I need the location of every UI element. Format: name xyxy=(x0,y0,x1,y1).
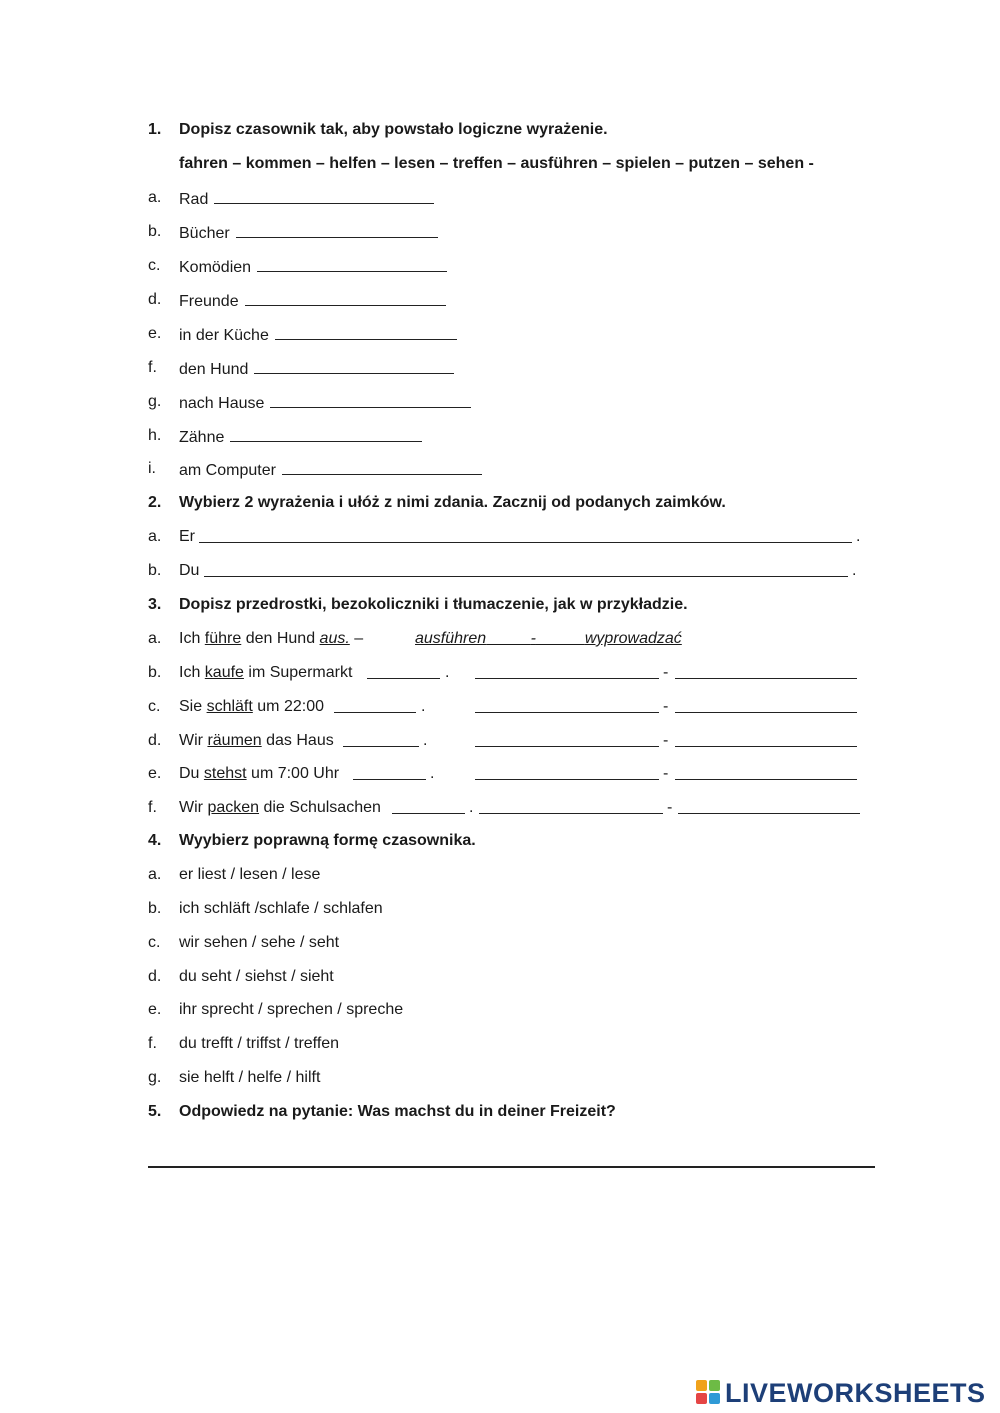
item-phrase: nach Hause xyxy=(179,395,265,412)
dash: – xyxy=(349,630,364,647)
item-letter: f. xyxy=(148,1035,157,1052)
infinitive-answer xyxy=(415,627,682,651)
item-letter: a. xyxy=(148,189,162,206)
answer-blank[interactable] xyxy=(236,220,438,238)
section-number: 1. xyxy=(148,121,162,138)
item-letter: c. xyxy=(148,698,161,715)
translation-blank[interactable] xyxy=(675,729,857,747)
item-text xyxy=(179,390,471,416)
period: . xyxy=(423,732,428,749)
sentence-rest: um 22:00 xyxy=(252,698,324,715)
item-text xyxy=(179,457,482,483)
section-title: Wyybierz poprawną formę czasownika. xyxy=(179,832,476,849)
item-phrase: Komödien xyxy=(179,259,252,276)
item-letter: e. xyxy=(148,765,162,782)
item-letter: a. xyxy=(148,630,162,647)
answer-blank[interactable] xyxy=(230,424,422,442)
sentence-blank[interactable] xyxy=(199,525,852,543)
item-letter: d. xyxy=(148,291,162,308)
answer-blank[interactable] xyxy=(257,254,447,272)
item-letter: i. xyxy=(148,460,156,477)
item-letter: f. xyxy=(148,359,157,376)
item-sentence xyxy=(179,796,381,820)
sentence-rest: um 7:00 Uhr xyxy=(246,765,340,782)
period: . xyxy=(421,698,426,715)
sentence-start: Du xyxy=(179,765,204,782)
item-text xyxy=(179,356,454,382)
answer-blank[interactable] xyxy=(254,356,454,374)
prefix-blank[interactable] xyxy=(392,796,465,814)
logo-tile xyxy=(709,1380,720,1391)
separator: - xyxy=(530,630,536,647)
item-text xyxy=(179,322,457,348)
answer-blank[interactable] xyxy=(282,457,482,475)
liveworksheets-logo xyxy=(696,1376,986,1410)
item-sentence xyxy=(179,729,334,753)
item-letter: c. xyxy=(148,934,161,951)
section-title: Odpowiedz na pytanie: Was machst du in deiner Freizeit? xyxy=(179,1103,616,1120)
sentence-start: Ich xyxy=(179,664,205,681)
sentence-end: . xyxy=(856,528,861,545)
item-sentence xyxy=(179,762,339,786)
pronoun: Du xyxy=(179,562,200,579)
section-number: 4. xyxy=(148,832,162,849)
item-phrase: in der Küche xyxy=(179,327,269,344)
item-letter: h. xyxy=(148,427,162,444)
item-letter: c. xyxy=(148,257,161,274)
item-text xyxy=(179,288,446,314)
verb-underlined: stehst xyxy=(203,765,247,782)
item-phrase: Freunde xyxy=(179,293,239,310)
separator: - xyxy=(663,765,669,782)
sentence-start: Wir xyxy=(179,732,208,749)
verb-options[interactable]: du trefft / triffst / treffen xyxy=(179,1035,340,1052)
verb-underlined: packen xyxy=(207,799,260,816)
verb-options[interactable]: ihr sprecht / sprechen / spreche xyxy=(179,1001,404,1018)
sentence-rest: die Schulsachen xyxy=(259,799,381,816)
infinitive-blank[interactable] xyxy=(475,661,659,679)
translation-blank[interactable] xyxy=(678,796,860,814)
sentence-start: Ich xyxy=(179,630,205,647)
verb-options[interactable]: ich schläft /schlafe / schlafen xyxy=(179,900,383,917)
infinitive-blank[interactable] xyxy=(475,695,659,713)
section-number: 5. xyxy=(148,1103,162,1120)
item-letter: f. xyxy=(148,799,157,816)
logo-tile xyxy=(709,1393,720,1404)
section-title: Dopisz czasownik tak, aby powstało logiczne wyrażenie. xyxy=(179,121,608,138)
sentence-end: . xyxy=(852,562,857,579)
pronoun: Er xyxy=(179,528,195,545)
separator: - xyxy=(667,799,673,816)
section-title: Dopisz przedrostki, bezokoliczniki i tłumaczenie, jak w przykładzie. xyxy=(179,596,688,613)
period: . xyxy=(469,799,474,816)
prefix-answer: aus. xyxy=(319,630,350,647)
item-letter: e. xyxy=(148,1001,162,1018)
answer-blank[interactable] xyxy=(270,390,471,408)
prefix-blank[interactable] xyxy=(353,762,426,780)
item-letter: b. xyxy=(148,664,162,681)
item-letter: b. xyxy=(148,223,162,240)
item-letter: a. xyxy=(148,528,162,545)
item-phrase: am Computer xyxy=(179,462,276,479)
verb-underlined: räumen xyxy=(207,732,262,749)
section-title: Wybierz 2 wyrażenia i ułóż z nimi zdania. Zacznij od podanych zaimków. xyxy=(179,494,726,511)
item-phrase: Rad xyxy=(179,191,209,208)
item-letter: a. xyxy=(148,866,162,883)
item-sentence xyxy=(179,695,324,719)
sentence-rest: im Supermarkt xyxy=(243,664,353,681)
verb-underlined: schläft xyxy=(206,698,253,715)
item-text xyxy=(179,254,447,280)
word-bank-text: fahren – kommen – helfen – lesen – treffen – ausführen – spielen – putzen – sehen - xyxy=(179,155,814,172)
item-phrase: Bücher xyxy=(179,225,230,242)
item-letter: e. xyxy=(148,325,162,342)
sentence-middle: den Hund xyxy=(241,630,320,647)
prefix-blank[interactable] xyxy=(334,695,416,713)
item-phrase: Zähne xyxy=(179,429,225,446)
item-phrase: den Hund xyxy=(179,361,249,378)
logo-mark-icon xyxy=(696,1380,722,1406)
item-sentence xyxy=(179,661,352,685)
infinitive-blank[interactable] xyxy=(479,796,663,814)
sentence-start: Sie xyxy=(179,698,207,715)
item-letter: b. xyxy=(148,900,162,917)
translation-text: wyprowadzać xyxy=(584,630,682,647)
verb-options[interactable]: sie helft / helfe / hilft xyxy=(179,1069,321,1086)
verb-options[interactable]: er liest / lesen / lese xyxy=(179,866,321,883)
verb-underlined: kaufe xyxy=(204,664,244,681)
translation-blank[interactable] xyxy=(675,762,857,780)
prefix-blank[interactable] xyxy=(343,729,419,747)
item-letter: g. xyxy=(148,393,162,410)
item-text xyxy=(179,220,438,246)
item-letter: b. xyxy=(148,562,162,579)
answer-blank[interactable] xyxy=(245,288,446,306)
sentence-rest: das Haus xyxy=(261,732,334,749)
section-number: 2. xyxy=(148,494,162,511)
item-letter: d. xyxy=(148,968,162,985)
logo-tile xyxy=(696,1393,707,1404)
answer-blank[interactable] xyxy=(214,186,434,204)
infinitive-text: ausführen xyxy=(415,630,487,647)
translation-blank[interactable] xyxy=(675,661,857,679)
period: . xyxy=(430,765,435,782)
verb-options[interactable]: du seht / siehst / sieht xyxy=(179,968,334,985)
period: . xyxy=(445,664,450,681)
sentence-start: Wir xyxy=(179,799,208,816)
example-sentence xyxy=(179,627,363,651)
logo-tile xyxy=(696,1380,707,1391)
prefix-blank[interactable] xyxy=(367,661,440,679)
logo-text: LIVEWORKSHEETS xyxy=(725,1377,986,1408)
separator: - xyxy=(663,664,669,681)
verb-underlined: führe xyxy=(204,630,242,647)
separator: - xyxy=(663,698,669,715)
translation-blank[interactable] xyxy=(675,695,857,713)
item-letter: d. xyxy=(148,732,162,749)
answer-line[interactable] xyxy=(148,1166,875,1168)
section-number: 3. xyxy=(148,596,162,613)
separator: - xyxy=(663,732,669,749)
item-letter: g. xyxy=(148,1069,162,1086)
sentence-blank[interactable] xyxy=(204,559,848,577)
verb-options[interactable]: wir sehen / sehe / seht xyxy=(179,934,340,951)
item-text xyxy=(179,424,422,450)
item-text xyxy=(179,186,434,212)
infinitive-blank[interactable] xyxy=(475,762,659,780)
answer-blank[interactable] xyxy=(275,322,457,340)
infinitive-blank[interactable] xyxy=(475,729,659,747)
